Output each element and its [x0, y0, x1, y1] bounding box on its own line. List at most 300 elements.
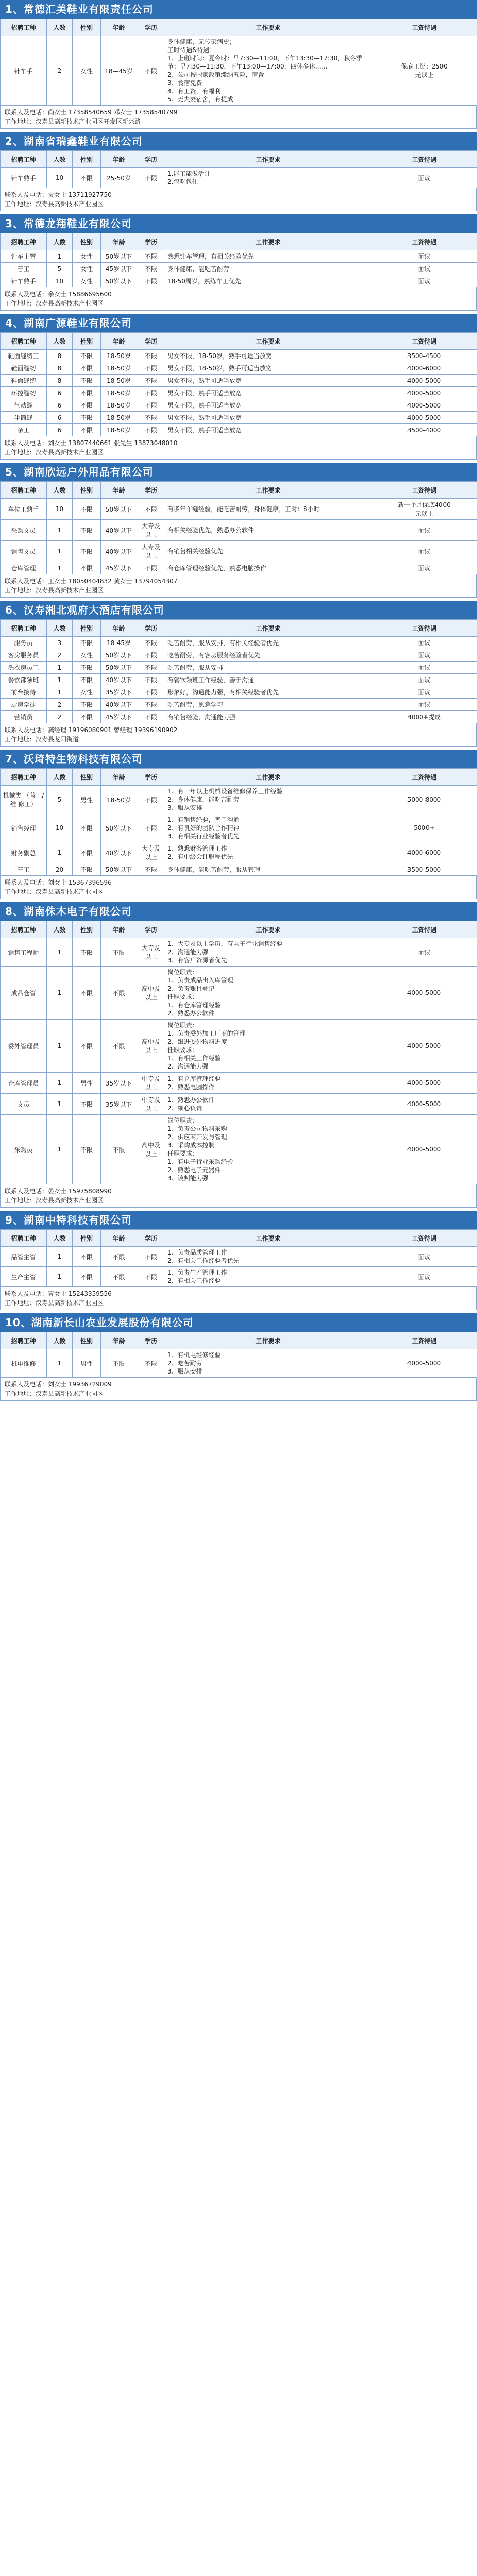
salary-cell: 4000-6000: [371, 362, 477, 375]
column-header: 人数: [47, 151, 73, 168]
company-section: [0, 750, 477, 899]
education-cell: 不限: [137, 674, 165, 686]
gender-cell: 不限: [73, 711, 101, 723]
requirements-cell: 岗位职责： 1、负责委外加工厂商的管理 2、跟进委外物料进度 任职要求： 1、有相关工作经验 2、沟通能力强: [165, 1020, 371, 1073]
table-header-row: [1, 1230, 477, 1247]
contact-line: 联系人及电话：晏女士 15975808990: [5, 1188, 112, 1195]
requirements-cell: 形象好，沟通能力强，有相关经验者优先: [165, 686, 371, 699]
table-row: [1, 1247, 477, 1267]
contact-info: [0, 876, 477, 899]
table-row: [1, 520, 477, 541]
gender-cell: 不限: [73, 350, 101, 362]
headcount-cell: 2: [47, 711, 73, 723]
education-cell: 不限: [137, 362, 165, 375]
gender-cell: 女性: [73, 275, 101, 287]
column-header: 工资待遇: [371, 233, 477, 250]
salary-cell: 4000-5000: [371, 387, 477, 399]
column-header: 年龄: [101, 620, 137, 637]
column-header: 性别: [73, 482, 101, 499]
salary-cell: 4000-5000: [371, 1073, 477, 1094]
table-row: [1, 1349, 477, 1378]
table-row: [1, 699, 477, 711]
headcount-cell: 3: [47, 637, 73, 649]
column-header: 工作要求: [165, 1230, 371, 1247]
table-header-row: [1, 333, 477, 350]
gender-cell: 男性: [73, 1349, 101, 1378]
age-cell: 35岁以下: [101, 1094, 137, 1115]
job-type-cell: 生产主管: [1, 1267, 47, 1287]
education-cell: 大专及 以上: [137, 541, 165, 562]
salary-cell: 3500-4000: [371, 424, 477, 436]
job-type-cell: 洗衣房员工: [1, 662, 47, 674]
column-header: 学历: [137, 921, 165, 938]
education-cell: 不限: [137, 387, 165, 399]
table-row: [1, 938, 477, 967]
job-type-cell: 鞋面缝纫: [1, 375, 47, 387]
table-row: [1, 168, 477, 188]
gender-cell: 不限: [73, 842, 101, 863]
job-type-cell: 针车熟手: [1, 168, 47, 188]
age-cell: 不限: [101, 1020, 137, 1073]
requirements-cell: 身体健康，能吃苦耐劳: [165, 263, 371, 275]
company-title: 10、湖南新长山农业发展股份有限公司: [0, 1313, 477, 1332]
column-header: 招聘工种: [1, 769, 47, 786]
company-section: [0, 601, 477, 747]
age-cell: 50岁以下: [101, 814, 137, 842]
column-header: 招聘工种: [1, 1332, 47, 1349]
table-header-row: [1, 233, 477, 250]
gender-cell: 不限: [73, 424, 101, 436]
address-line: 工作地址：汉寿县高新技术产业园区: [5, 449, 104, 456]
contact-info: [0, 1378, 477, 1401]
salary-cell: 4000+提成: [371, 711, 477, 723]
age-cell: 50岁以下: [101, 649, 137, 662]
salary-cell: 面议: [371, 938, 477, 967]
contact-line: 联系人及电话：余女士 15886695600: [5, 291, 112, 298]
table-header-row: [1, 1332, 477, 1349]
column-header: 工作要求: [165, 233, 371, 250]
column-header: 学历: [137, 19, 165, 36]
headcount-cell: 1: [47, 938, 73, 967]
column-header: 学历: [137, 233, 165, 250]
jobs-table: [0, 1332, 477, 1378]
column-header: 招聘工种: [1, 620, 47, 637]
column-header: 性别: [73, 333, 101, 350]
table-header-row: [1, 620, 477, 637]
gender-cell: 男性: [73, 786, 101, 814]
job-type-cell: 品管主管: [1, 1247, 47, 1267]
headcount-cell: 6: [47, 399, 73, 412]
requirements-cell: 吃苦耐劳，有客房服务经验者优先: [165, 649, 371, 662]
column-header: 工资待遇: [371, 19, 477, 36]
column-header: 工作要求: [165, 921, 371, 938]
salary-cell: 4000-5000: [371, 967, 477, 1020]
education-cell: 不限: [137, 711, 165, 723]
salary-cell: 面议: [371, 1247, 477, 1267]
education-cell: 不限: [137, 637, 165, 649]
jobs-table: [0, 19, 477, 106]
headcount-cell: 6: [47, 412, 73, 424]
table-row: [1, 1115, 477, 1184]
contact-info: [0, 1287, 477, 1310]
headcount-cell: 2: [47, 649, 73, 662]
table-row: [1, 375, 477, 387]
column-header: 工资待遇: [371, 1230, 477, 1247]
education-cell: 中专及 以上: [137, 1073, 165, 1094]
headcount-cell: 20: [47, 863, 73, 876]
education-cell: 不限: [137, 36, 165, 106]
headcount-cell: 2: [47, 36, 73, 106]
age-cell: 18-50岁: [101, 786, 137, 814]
column-header: 工作要求: [165, 333, 371, 350]
jobs-table: [0, 150, 477, 188]
job-type-cell: 文员: [1, 1094, 47, 1115]
column-header: 招聘工种: [1, 921, 47, 938]
job-type-cell: 车位工熟手: [1, 499, 47, 520]
age-cell: 18-50岁: [101, 399, 137, 412]
table-header-row: [1, 151, 477, 168]
column-header: 人数: [47, 921, 73, 938]
table-row: [1, 399, 477, 412]
education-cell: 不限: [137, 375, 165, 387]
contact-line: 联系人及电话：贾女士 13711927750: [5, 191, 112, 198]
age-cell: 不限: [101, 1267, 137, 1287]
table-row: [1, 350, 477, 362]
education-cell: 不限: [137, 168, 165, 188]
headcount-cell: 1: [47, 1073, 73, 1094]
contact-info: [0, 1184, 477, 1208]
headcount-cell: 1: [47, 250, 73, 263]
age-cell: 45岁以下: [101, 562, 137, 574]
job-type-cell: 营销员: [1, 711, 47, 723]
age-cell: 25-50岁: [101, 168, 137, 188]
headcount-cell: 1: [47, 674, 73, 686]
table-row: [1, 541, 477, 562]
age-cell: 不限: [101, 938, 137, 967]
headcount-cell: 5: [47, 263, 73, 275]
job-type-cell: 厨房学徒: [1, 699, 47, 711]
job-type-cell: 采购文员: [1, 520, 47, 541]
headcount-cell: 1: [47, 1247, 73, 1267]
headcount-cell: 1: [47, 520, 73, 541]
gender-cell: 不限: [73, 1115, 101, 1184]
education-cell: 不限: [137, 814, 165, 842]
salary-cell: 5000-8000: [371, 786, 477, 814]
company-title: 1、常德汇美鞋业有限责任公司: [0, 0, 477, 19]
company-title: 2、湖南省瑞鑫鞋业有限公司: [0, 132, 477, 150]
education-cell: 不限: [137, 562, 165, 574]
table-row: [1, 412, 477, 424]
headcount-cell: 1: [47, 1020, 73, 1073]
headcount-cell: 1: [47, 662, 73, 674]
headcount-cell: 10: [47, 814, 73, 842]
column-header: 年龄: [101, 769, 137, 786]
company-section: [0, 1211, 477, 1310]
salary-cell: 4000-5000: [371, 375, 477, 387]
column-header: 工资待遇: [371, 482, 477, 499]
requirements-cell: 熟悉针车管理，有相关经验优先: [165, 250, 371, 263]
salary-cell: 面议: [371, 686, 477, 699]
table-row: [1, 362, 477, 375]
column-header: 年龄: [101, 921, 137, 938]
salary-cell: 4000-5000: [371, 412, 477, 424]
job-type-cell: 气动缝: [1, 399, 47, 412]
education-cell: 不限: [137, 686, 165, 699]
requirements-cell: 男女不限，熟手可适当放宽: [165, 375, 371, 387]
company-section: [0, 132, 477, 211]
company-title: 4、湖南广源鞋业有限公司: [0, 314, 477, 332]
headcount-cell: 8: [47, 362, 73, 375]
company-section: [0, 214, 477, 311]
headcount-cell: 8: [47, 375, 73, 387]
job-type-cell: 餐饮部领班: [1, 674, 47, 686]
column-header: 年龄: [101, 333, 137, 350]
job-type-cell: 针车熟手: [1, 275, 47, 287]
requirements-cell: 男女不限，熟手可适当放宽: [165, 412, 371, 424]
column-header: 工资待遇: [371, 333, 477, 350]
education-cell: 不限: [137, 1247, 165, 1267]
salary-cell: 面议: [371, 674, 477, 686]
gender-cell: 不限: [73, 1020, 101, 1073]
requirements-cell: 1、负责生产管理工作 2、有相关工作经验: [165, 1267, 371, 1287]
education-cell: 不限: [137, 350, 165, 362]
column-header: 工资待遇: [371, 1332, 477, 1349]
gender-cell: 不限: [73, 412, 101, 424]
education-cell: 不限: [137, 424, 165, 436]
column-header: 人数: [47, 769, 73, 786]
column-header: 性别: [73, 151, 101, 168]
requirements-cell: 1、大专及以上学历，有电子行业销售经验 2、沟通能力强 3、有客户资源者优先: [165, 938, 371, 967]
education-cell: 不限: [137, 499, 165, 520]
headcount-cell: 1: [47, 686, 73, 699]
age-cell: 18-50岁: [101, 387, 137, 399]
company-section: [0, 1313, 477, 1401]
jobs-table: [0, 481, 477, 574]
age-cell: 18-45岁: [101, 637, 137, 649]
gender-cell: 不限: [73, 699, 101, 711]
contact-line: 联系人及电话：曹女士 15243359556: [5, 1290, 112, 1297]
gender-cell: 不限: [73, 637, 101, 649]
age-cell: 18-50岁: [101, 412, 137, 424]
company-section: [0, 0, 477, 129]
job-type-cell: 普工: [1, 263, 47, 275]
gender-cell: 不限: [73, 387, 101, 399]
company-section: [0, 902, 477, 1208]
column-header: 性别: [73, 233, 101, 250]
salary-cell: 面议: [371, 250, 477, 263]
gender-cell: 女性: [73, 36, 101, 106]
age-cell: 50岁以下: [101, 275, 137, 287]
requirements-cell: 男女不限，熟手可适当放宽: [165, 399, 371, 412]
column-header: 年龄: [101, 151, 137, 168]
column-header: 人数: [47, 482, 73, 499]
company-title: 8、湖南侏木电子有限公司: [0, 902, 477, 921]
column-header: 工作要求: [165, 1332, 371, 1349]
salary-cell: 面议: [371, 1267, 477, 1287]
column-header: 学历: [137, 620, 165, 637]
company-section: [0, 314, 477, 460]
column-header: 招聘工种: [1, 1230, 47, 1247]
jobs-table: [0, 1229, 477, 1287]
headcount-cell: 8: [47, 350, 73, 362]
age-cell: 18—45岁: [101, 36, 137, 106]
address-line: 工作地址：汉寿县高新技术产业园区: [5, 200, 104, 208]
gender-cell: 女性: [73, 250, 101, 263]
age-cell: 18-50岁: [101, 375, 137, 387]
salary-cell: 面议: [371, 520, 477, 541]
requirements-cell: 有仓库管理经验优先，熟悉电脑操作: [165, 562, 371, 574]
requirements-cell: 1、熟悉办公软件 2、细心负责: [165, 1094, 371, 1115]
requirements-cell: 男女不限，18-50岁，熟手可适当放宽: [165, 362, 371, 375]
education-cell: 高中及 以上: [137, 1115, 165, 1184]
age-cell: 35岁以下: [101, 1073, 137, 1094]
salary-cell: 4000-5000: [371, 1020, 477, 1073]
company-title: 3、常德龙翔鞋业有限公司: [0, 214, 477, 233]
requirements-cell: 吃苦耐劳，愿意学习: [165, 699, 371, 711]
requirements-cell: 岗位职责： 1、负责公司物料采购 2、供应商开发与管理 3、采购成本控制 任职要求： 1、有电子行业采购经验 2、熟悉电子元器件 3、谈判能力强: [165, 1115, 371, 1184]
column-header: 学历: [137, 151, 165, 168]
table-row: [1, 863, 477, 876]
table-row: [1, 686, 477, 699]
salary-cell: 4000-5000: [371, 1349, 477, 1378]
headcount-cell: 6: [47, 424, 73, 436]
salary-cell: 面议: [371, 649, 477, 662]
contact-line: 联系人及电话：刘女士 13807440661 张先生 13873048010: [5, 439, 178, 447]
salary-cell: 面议: [371, 662, 477, 674]
salary-cell: 面议: [371, 637, 477, 649]
job-type-cell: 机电维修: [1, 1349, 47, 1378]
salary-cell: 面议: [371, 263, 477, 275]
column-header: 招聘工种: [1, 333, 47, 350]
gender-cell: 不限: [73, 967, 101, 1020]
table-row: [1, 424, 477, 436]
jobs-table: [0, 233, 477, 287]
table-row: [1, 649, 477, 662]
education-cell: 高中及 以上: [137, 967, 165, 1020]
column-header: 人数: [47, 1332, 73, 1349]
address-line: 工作地址：汉寿县高新技术产业园区: [5, 1390, 104, 1397]
headcount-cell: 5: [47, 786, 73, 814]
address-line: 工作地址：汉寿县高新技术产业园区: [5, 888, 104, 895]
gender-cell: 不限: [73, 863, 101, 876]
job-type-cell: 前台接待: [1, 686, 47, 699]
address-line: 工作地址：汉寿县高新技术产业园区开发区新兴路: [5, 118, 141, 125]
education-cell: 不限: [137, 250, 165, 263]
job-type-cell: 仓库管理员: [1, 1073, 47, 1094]
salary-cell: 保底工资：2500 元以上: [371, 36, 477, 106]
requirements-cell: 1、有机电维修经验 2、吃苦耐劳 3、服从安排: [165, 1349, 371, 1378]
job-type-cell: 销售文员: [1, 541, 47, 562]
age-cell: 45岁以下: [101, 263, 137, 275]
salary-cell: 4000-6000: [371, 842, 477, 863]
table-row: [1, 662, 477, 674]
gender-cell: 女性: [73, 686, 101, 699]
contact-line: 联系人及电话：龚经理 19196080901 曾经理 19396190902: [5, 726, 178, 734]
age-cell: 不限: [101, 967, 137, 1020]
age-cell: 40岁以下: [101, 842, 137, 863]
column-header: 工资待遇: [371, 921, 477, 938]
salary-cell: 面议: [371, 562, 477, 574]
salary-cell: 3500-5000: [371, 863, 477, 876]
job-type-cell: 服务员: [1, 637, 47, 649]
age-cell: 40岁以下: [101, 674, 137, 686]
education-cell: 不限: [137, 1349, 165, 1378]
table-row: [1, 275, 477, 287]
table-row: [1, 263, 477, 275]
address-line: 工作地址：汉寿县高新技术产业园区: [5, 1299, 104, 1307]
requirements-cell: 男女不限，18-50岁，熟手可适当放宽: [165, 350, 371, 362]
salary-cell: 4000-5000: [371, 1094, 477, 1115]
age-cell: 18-50岁: [101, 424, 137, 436]
age-cell: 18-50岁: [101, 362, 137, 375]
education-cell: 不限: [137, 1267, 165, 1287]
gender-cell: 不限: [73, 1267, 101, 1287]
gender-cell: 不限: [73, 562, 101, 574]
education-cell: 大专及 以上: [137, 842, 165, 863]
gender-cell: 不限: [73, 1094, 101, 1115]
salary-cell: 5000+: [371, 814, 477, 842]
education-cell: 不限: [137, 699, 165, 711]
requirements-cell: 有相关经验优先，熟悉办公软件: [165, 520, 371, 541]
education-cell: 不限: [137, 275, 165, 287]
column-header: 工作要求: [165, 482, 371, 499]
table-row: [1, 637, 477, 649]
table-row: [1, 562, 477, 574]
requirements-cell: 1、有仓库管理经验 2、熟悉电脑操作: [165, 1073, 371, 1094]
contact-line: 联系人及电话：刘女士 15367396596: [5, 879, 112, 886]
job-type-cell: 采购员: [1, 1115, 47, 1184]
headcount-cell: 10: [47, 275, 73, 287]
column-header: 学历: [137, 1230, 165, 1247]
company-section: [0, 463, 477, 598]
headcount-cell: 6: [47, 387, 73, 399]
requirements-cell: 有餐饮领班工作经验，善于沟通: [165, 674, 371, 686]
requirements-cell: 岗位职责： 1、负责成品出入库管理 2、负责账目登记 任职要求： 1、有仓库管理经验 2、熟悉办公软件: [165, 967, 371, 1020]
column-header: 年龄: [101, 233, 137, 250]
column-header: 人数: [47, 19, 73, 36]
column-header: 招聘工种: [1, 482, 47, 499]
headcount-cell: 1: [47, 1115, 73, 1184]
gender-cell: 不限: [73, 662, 101, 674]
address-line: 工作地址：汉寿县高新技术产业园区: [5, 300, 104, 307]
column-header: 学历: [137, 1332, 165, 1349]
education-cell: 不限: [137, 399, 165, 412]
headcount-cell: 1: [47, 967, 73, 1020]
gender-cell: 女性: [73, 263, 101, 275]
requirements-cell: 1、熟悉财务管理工作 2、有中级会计职称优先: [165, 842, 371, 863]
column-header: 人数: [47, 1230, 73, 1247]
address-line: 工作地址：汉寿县龙阳街道: [5, 736, 79, 743]
requirements-cell: 身体健康，能吃苦耐劳，服从管理: [165, 863, 371, 876]
salary-cell: 新一个月保底4000 元以上: [371, 499, 477, 520]
job-type-cell: 鞋面缝纫工: [1, 350, 47, 362]
company-title: 6、汉寿湘北观府大酒店有限公司: [0, 601, 477, 619]
requirements-cell: 男女不限，熟手可适当放宽: [165, 387, 371, 399]
job-type-cell: 半筒缝: [1, 412, 47, 424]
requirements-cell: 1.能工能做活计 2.包吃包住: [165, 168, 371, 188]
table-row: [1, 967, 477, 1020]
table-row: [1, 1267, 477, 1287]
requirements-cell: 有销售相关经验优先: [165, 541, 371, 562]
requirements-cell: 有多年车缝经验，能吃苦耐劳，身体健康，工时：8小时: [165, 499, 371, 520]
company-title: 5、湖南欣远户外用品有限公司: [0, 463, 477, 481]
requirements-cell: 18-50周岁，熟练车工优先: [165, 275, 371, 287]
age-cell: 50岁以下: [101, 662, 137, 674]
page-bottom-spacer: [0, 1404, 477, 1425]
column-header: 工资待遇: [371, 620, 477, 637]
headcount-cell: 2: [47, 699, 73, 711]
headcount-cell: 1: [47, 562, 73, 574]
